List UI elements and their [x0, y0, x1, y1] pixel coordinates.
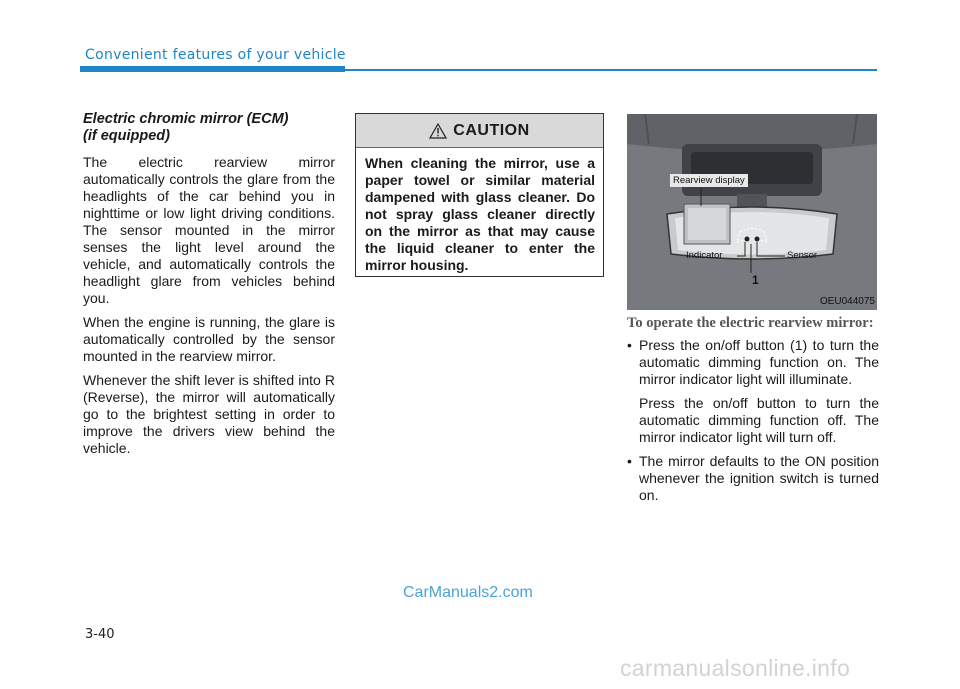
- header-rule-thin: [345, 69, 877, 71]
- operate-heading: To operate the electric rearview mirror:: [627, 315, 874, 331]
- caution-title: CAUTION: [453, 121, 530, 139]
- label-indicator: Indicator: [686, 250, 723, 261]
- ecm-heading: [83, 111, 335, 145]
- left-column: [83, 111, 335, 464]
- ecm-paragraph-3: Whenever the shift lever is shifted into R (Reverse), the mirror will automatically go to the brightest setting in order to improve the drivers view behind the vehicle.: [83, 372, 335, 456]
- header-rule-thick: [80, 66, 345, 72]
- label-sensor: Sensor: [787, 250, 818, 261]
- ecm-paragraph-2: When the engine is running, the glare is automatically controlled by the sensor mounted in the rearview mirror.: [83, 314, 335, 364]
- mirror-figure: [627, 114, 877, 310]
- ecm-paragraph-1: The electric rearview mirror automatically controls the glare from the headlights of the car behind you in nighttime or low light driving conditions. The sensor mounted in the mirror senses the light level around the vehicle, and automatically controls the headlight glare from vehicles behind you.: [83, 154, 335, 306]
- warning-icon: [429, 123, 447, 139]
- label-rearview-display: Rearview display: [670, 174, 748, 187]
- ecm-heading-line1: Electric chromic mirror (ECM): [83, 111, 289, 127]
- right-column: [627, 315, 879, 511]
- caution-header: [356, 114, 603, 148]
- section-title: Convenient features of your vehicle: [85, 47, 346, 63]
- caution-text: When cleaning the mirror, use a paper towel or similar material dampened with glass cleaner. Do not spray glass cleaner directly on the mirror as that may cause the liquid cleaner to enter the mirror housing.: [365, 155, 595, 273]
- label-button-number: 1: [752, 273, 759, 287]
- watermark-bottom: carmanualsonline.info: [620, 655, 851, 681]
- figure-code: OEU044075: [819, 296, 875, 307]
- bullet-item-1: • Press the on/off button (1) to turn the automatic dimming function on. The mirror indicator light will illuminate.: [627, 337, 879, 388]
- watermark-center: CarManuals2.com: [403, 584, 533, 601]
- ecm-heading-line2: (if equipped): [83, 128, 170, 144]
- bullet-item-2: • The mirror defaults to the ON position whenever the ignition switch is turned on.: [627, 453, 879, 504]
- page-number: 3-40: [85, 627, 115, 642]
- caution-box: [355, 113, 604, 277]
- bullet-item-1-continued: Press the on/off button to turn the automatic dimming function off. The mirror indicator light will turn off.: [639, 395, 879, 445]
